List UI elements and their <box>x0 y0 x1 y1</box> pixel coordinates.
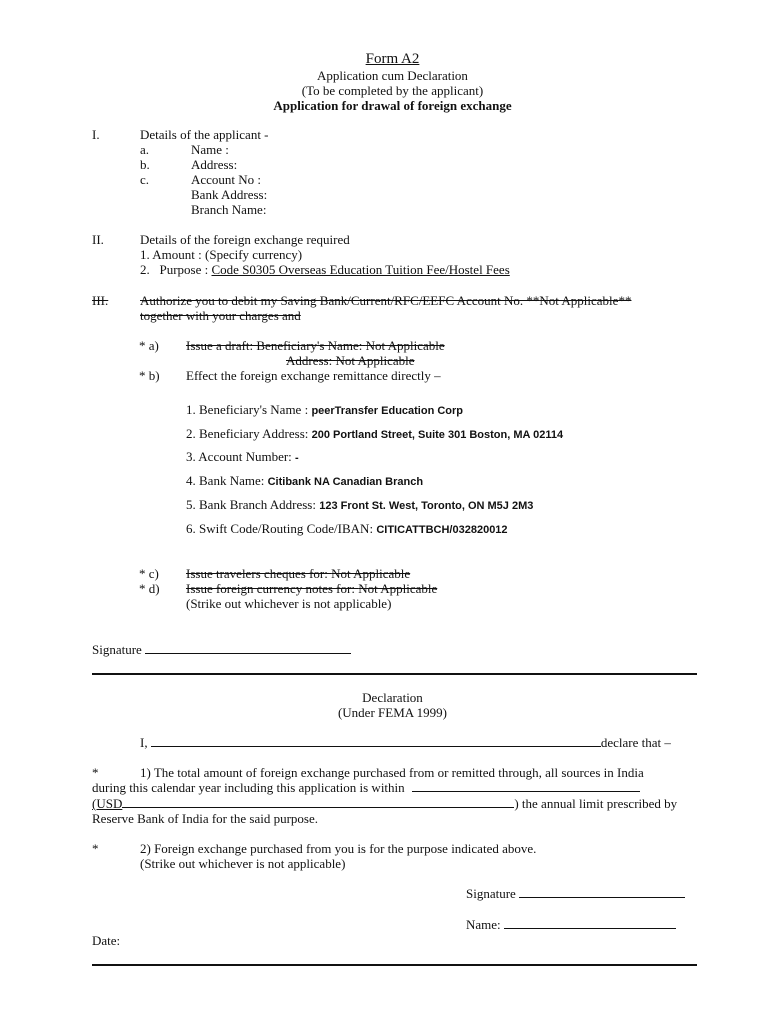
amount-line: 1. Amount : (Specify currency) <box>140 247 303 262</box>
account-number-row <box>186 449 299 466</box>
account-number-label: 3. Account Number: <box>186 449 296 464</box>
bank-branch-address-value: 123 Front St. West, Toronto, ON M5J 2M3 <box>319 500 534 512</box>
section3-number: III. <box>92 293 109 308</box>
date-label: Date: <box>92 933 121 948</box>
option-a-address-line <box>286 353 415 368</box>
swift-code-label: 6. Swift Code/Routing Code/IBAN: <box>186 521 377 536</box>
beneficiary-name-label: 1. Beneficiary's Name : <box>186 402 312 417</box>
section2-title: Details of the foreign exchange required <box>140 232 350 247</box>
declaration-signature-label: Signature <box>466 886 516 901</box>
beneficiary-address-row <box>186 426 563 443</box>
purpose-line <box>140 262 510 277</box>
point1-line4: Reserve Bank of India for the said purpose. <box>92 811 318 826</box>
option-b-marker: * b) <box>139 368 160 383</box>
beneficiary-address-value: 200 Portland Street, Suite 301 Boston, MA 02114 <box>311 429 564 441</box>
declaration-signature-row <box>466 886 685 901</box>
usd-amount-field[interactable] <box>122 796 514 808</box>
bank-name-value: Citibank NA Canadian Branch <box>267 476 424 488</box>
point1-line2: during this calendar year including this application is within <box>92 780 405 795</box>
option-c-not-applicable: Not Applicable <box>331 566 411 581</box>
purpose-value: Code S0305 Overseas Education Tuition Fee/Hostel Fees <box>211 262 510 277</box>
swift-code-value: CITICATTBCH/032820012 <box>376 524 508 536</box>
point2-star: * <box>92 841 99 856</box>
point1-line1: 1) The total amount of foreign exchange purchased from or remitted through, all sources in India <box>140 765 644 780</box>
signature-label: Signature <box>92 642 142 657</box>
option-d-line <box>186 581 437 596</box>
branch-name-label: Branch Name: <box>191 202 267 217</box>
option-c-line <box>186 566 410 581</box>
declaration-subtitle: (Under FEMA 1999) <box>337 705 448 720</box>
declarant-prefix: I, <box>140 735 148 750</box>
declaration-name-row <box>466 917 676 932</box>
point2-line2: (Strike out whichever is not applicable) <box>140 856 346 871</box>
section1-number: I. <box>92 127 100 142</box>
declarant-line <box>140 735 671 750</box>
form-title: Form A2 <box>365 51 420 67</box>
option-d-text: Issue foreign currency notes for: <box>186 581 359 596</box>
option-a-marker: * a) <box>139 338 159 353</box>
point1-line3-row <box>92 796 677 811</box>
section1-letter-a: a. <box>140 142 150 157</box>
beneficiary-address-label: 2. Beneficiary Address: <box>186 426 312 441</box>
authorize-not-applicable: Not Applicable <box>539 293 619 308</box>
applicant-name-label: Name : <box>191 142 229 157</box>
option-d-marker: * d) <box>139 581 160 596</box>
point2-line1: 2) Foreign exchange purchased from you is for the purpose indicated above. <box>140 841 537 856</box>
purpose-label: 2. Purpose : <box>140 262 212 277</box>
option-c-marker: * c) <box>139 566 159 581</box>
declaration-name-field[interactable] <box>504 917 676 929</box>
authorize-line <box>140 293 631 308</box>
point1-star: * <box>92 765 99 780</box>
strike-out-note: (Strike out whichever is not applicable) <box>186 596 392 611</box>
bank-address-label: Bank Address: <box>191 187 268 202</box>
option-a-text: Issue a draft: Beneficiary's Name: <box>186 338 366 353</box>
header-line-3: Application for drawal of foreign exchange <box>273 98 512 113</box>
option-c-text: Issue travelers cheques for: <box>186 566 332 581</box>
applicant-address-label: Address: <box>191 157 238 172</box>
charges-line: together with your charges and <box>140 308 301 323</box>
declaration-name-label: Name: <box>466 917 501 932</box>
option-d-not-applicable: Not Applicable <box>358 581 438 596</box>
section1-letter-c: c. <box>140 172 150 187</box>
authorize-end: ** <box>618 293 632 308</box>
option-a-address-not-applicable: Not Applicable <box>335 353 415 368</box>
option-b-text: Effect the foreign exchange remittance directly – <box>186 368 441 383</box>
swift-code-row <box>186 521 508 538</box>
option-a-address-label: Address: <box>286 353 336 368</box>
declare-that-text: declare that – <box>600 735 671 750</box>
account-no-label: Account No : <box>191 172 262 187</box>
bank-name-label: 4. Bank Name: <box>186 473 268 488</box>
option-a-not-applicable: Not Applicable <box>365 338 445 353</box>
point1-line2-row <box>92 780 640 795</box>
point1-line3-end: ) the annual limit prescribed by <box>514 796 678 811</box>
bank-branch-address-label: 5. Bank Branch Address: <box>186 497 320 512</box>
declaration-title: Declaration <box>362 690 423 705</box>
header-line-1: Application cum Declaration <box>317 68 468 83</box>
signature-line <box>92 642 351 657</box>
beneficiary-name-value: peerTransfer Education Corp <box>311 405 464 417</box>
bank-name-row <box>186 473 423 490</box>
signature-field[interactable] <box>145 642 351 654</box>
section1-title: Details of the applicant - <box>140 127 269 142</box>
account-number-value: - <box>295 452 299 464</box>
bank-branch-address-row <box>186 497 533 514</box>
declaration-signature-field[interactable] <box>519 886 685 898</box>
limit-amount-field[interactable] <box>412 780 640 792</box>
section1-letter-b: b. <box>140 157 150 172</box>
authorize-text: Authorize you to debit my Saving Bank/Current/RFC/EEFC Account No. ** <box>140 293 540 308</box>
beneficiary-name-row <box>186 402 463 419</box>
header-line-2: (To be completed by the applicant) <box>301 83 484 98</box>
section2-number: II. <box>92 232 104 247</box>
usd-label: (USD <box>92 796 123 811</box>
option-a-line <box>186 338 445 353</box>
divider-bottom <box>92 964 697 966</box>
declarant-name-field[interactable] <box>151 735 601 747</box>
divider-top <box>92 673 697 675</box>
